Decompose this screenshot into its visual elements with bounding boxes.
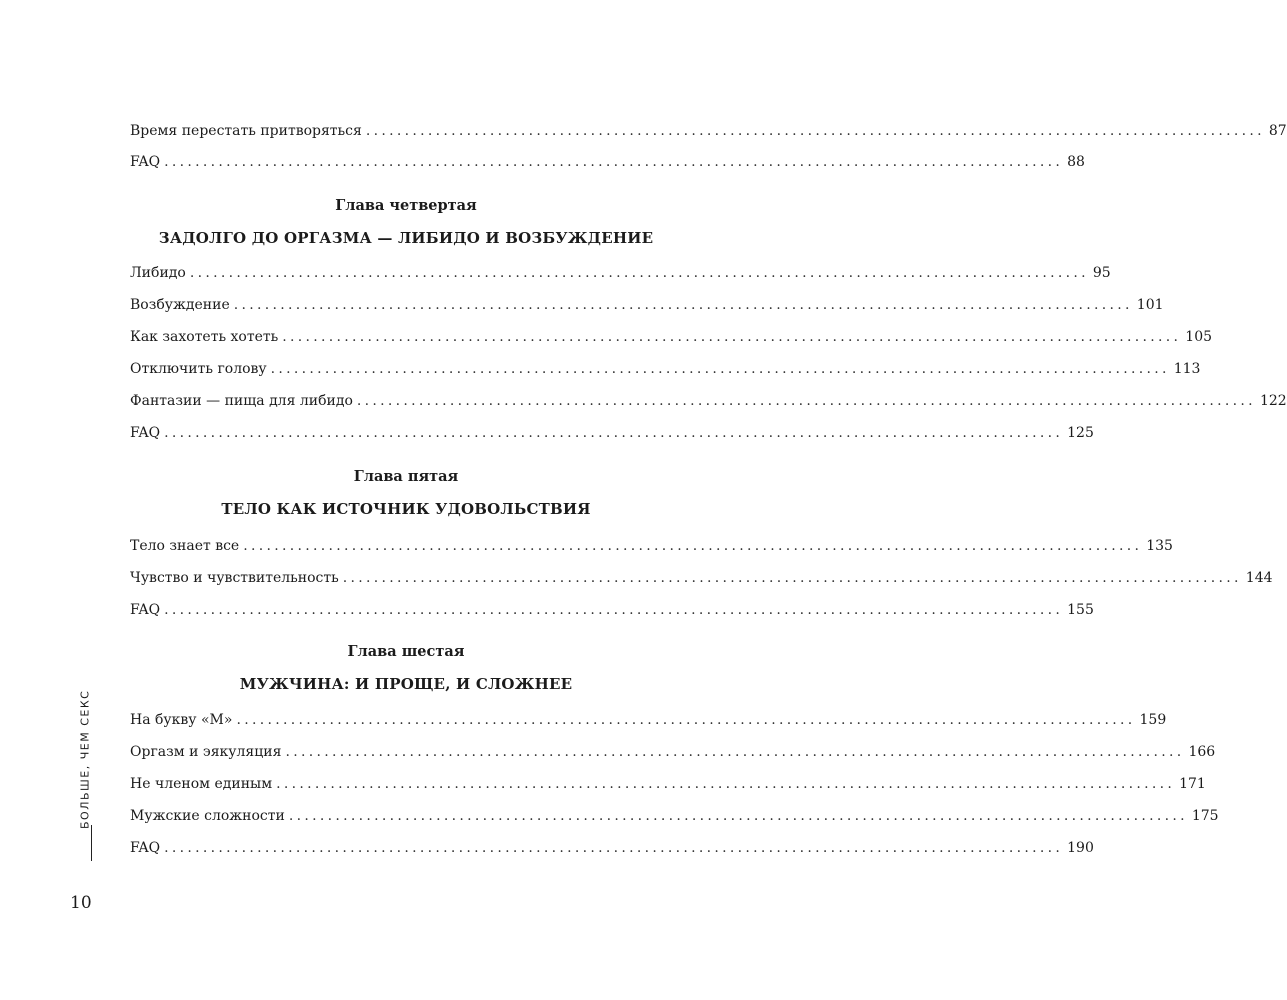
toc-leader-dots: .................................................................................................................... [276,776,1176,792]
toc-entry [130,599,1094,621]
toc-entry-page: 95 [1092,265,1111,281]
chapter-title: МУЖЧИНА: И ПРОЩЕ, И СЛОЖНЕЕ [239,675,573,693]
toc-entry-title: Отключить голову [130,361,267,377]
toc-entry-page: 171 [1179,776,1206,792]
toc-leader-dots: .................................................................................................................... [243,538,1143,554]
toc-entry [130,294,1164,316]
toc-entry-page: 113 [1173,361,1201,377]
running-head-text: БОЛЬШЕ, ЧЕМ СЕКС [78,689,92,829]
chapter-label: Глава пятая [353,468,459,485]
toc-entry-title: FAQ [130,602,161,618]
toc-entry [130,535,1173,557]
toc-entry [130,326,1213,348]
toc-entry-title: Либидо [130,265,186,281]
toc-entry-page: 125 [1067,425,1094,441]
toc-entry-title: FAQ [130,840,161,856]
toc-entry-title: Не членом единым [130,776,273,792]
toc-leader-dots: .................................................................................................................... [282,329,1182,345]
toc-entry-title: Время перестать притворяться [130,123,362,139]
toc-entry [130,422,1094,444]
toc-entry [130,805,1219,827]
toc-entry-title: Мужские сложности [130,808,285,824]
toc-entry-page: 175 [1191,808,1219,824]
toc-entry-title: Чувство и чувствительность [130,570,339,586]
toc-entry-page: 166 [1188,744,1216,760]
chapter-label: Глава четвертая [335,197,477,214]
toc-entry-title: FAQ [130,425,161,441]
toc-entry [130,151,1085,173]
toc-leader-dots: .................................................................................................................... [288,808,1188,824]
toc-leader-dots: .................................................................................................................... [164,840,1064,856]
running-head [78,689,92,842]
toc-entry-page: 144 [1245,570,1273,586]
toc-leader-dots: .................................................................................................................... [270,361,1170,377]
toc-entry-page: 190 [1067,840,1094,856]
toc-entry-page: 122 [1259,393,1287,409]
chapter-title: ТЕЛО КАК ИСТОЧНИК УДОВОЛЬСТВИЯ [221,500,591,518]
toc-entry [130,709,1167,731]
toc-entry [130,741,1216,763]
toc-leader-dots: .................................................................................................................... [164,602,1064,618]
toc-entry-page: 155 [1067,602,1094,618]
toc-entry [130,262,1111,284]
toc-entry [130,120,1287,142]
toc-leader-dots: .................................................................................................................... [164,425,1064,441]
toc-entry [130,567,1273,589]
toc-entry-title: Возбуждение [130,297,230,313]
toc-entry-title: FAQ [130,154,161,170]
toc-leader-dots: .................................................................................................................... [285,744,1185,760]
toc-entry [130,773,1206,795]
toc-entry-title: Фантазии — пища для либидо [130,393,353,409]
page-number: 10 [70,893,92,913]
toc-entry-title: Оргазм и эякуляция [130,744,282,760]
toc-entry-page: 87 [1268,123,1287,139]
toc-entry [130,837,1094,859]
toc-entry-title: Тело знает все [130,538,240,554]
toc-entry-title: Как захотеть хотеть [130,329,279,345]
chapter-label: Глава шестая [347,643,465,660]
toc-leader-dots: .................................................................................................................... [365,123,1265,139]
running-head-rule [91,825,92,861]
toc-leader-dots: .................................................................................................................... [356,393,1256,409]
toc-entry-page: 135 [1146,538,1173,554]
toc-leader-dots: .................................................................................................................... [164,154,1064,170]
toc-entry [130,358,1201,380]
toc-entry-title: На букву «М» [130,712,233,728]
toc-entry-page: 101 [1136,297,1164,313]
toc-leader-dots: .................................................................................................................... [233,297,1133,313]
toc-leader-dots: .................................................................................................................... [236,712,1136,728]
toc-entry-page: 159 [1139,712,1167,728]
toc-leader-dots: .................................................................................................................... [342,570,1242,586]
toc-entry-page: 105 [1185,329,1213,345]
toc-entry [130,390,1287,412]
toc-entry-page: 88 [1067,154,1085,170]
chapter-title: ЗАДОЛГО ДО ОРГАЗМА — ЛИБИДО И ВОЗБУЖДЕНИЕ [158,229,654,247]
toc-leader-dots: .................................................................................................................... [189,265,1089,281]
